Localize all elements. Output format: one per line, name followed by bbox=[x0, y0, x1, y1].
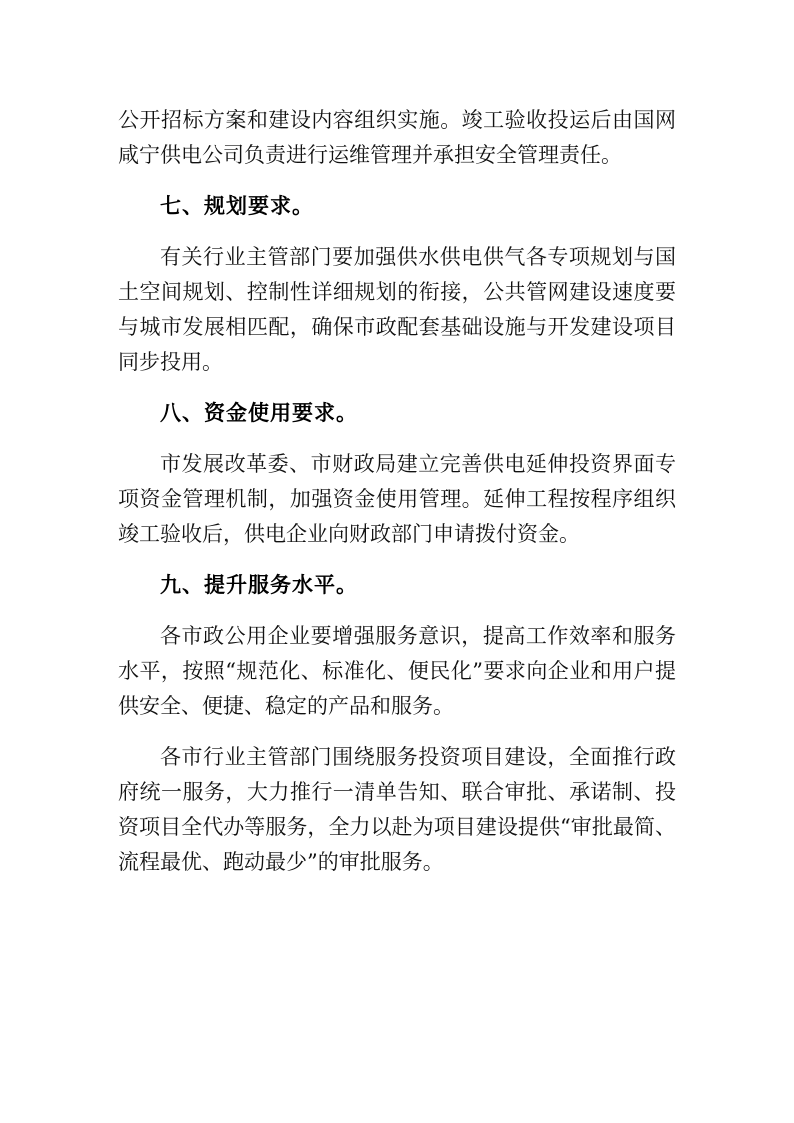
body-paragraph: 有关行业主管部门要加强供水供电供气各专项规划与国土空间规划、控制性详细规划的衔接，公共管网建设速度要与城市发展相匹配，确保市政配套基础设施与开发建设项目同步投用。 bbox=[118, 245, 676, 374]
body-paragraph: 各市政公用企业要增强服务意识，提高工作效率和服务水平，按照“规范化、标准化、便民化”要求向企业和用户提供安全、便捷、稳定的产品和服务。 bbox=[118, 624, 676, 718]
section-heading: 九、提升服务水平。 bbox=[160, 573, 358, 597]
section-heading: 七、规划要求。 bbox=[160, 194, 314, 218]
section-heading: 八、资金使用要求。 bbox=[160, 401, 358, 425]
document-body bbox=[118, 103, 676, 880]
body-paragraph: 市发展改革委、市财政局建立完善供电延伸投资界面专项资金管理机制，加强资金使用管理。延伸工程按程序组织竣工验收后，供电企业向财政部门申请拨付资金。 bbox=[118, 452, 676, 546]
body-paragraph: 各市行业主管部门围绕服务投资项目建设，全面推行政府统一服务，大力推行一清单告知、联合审批、承诺制、投资项目全代办等服务，全力以赴为项目建设提供“审批最简、流程最优、跑动最少”的审批服务。 bbox=[118, 745, 676, 874]
body-paragraph: 公开招标方案和建设内容组织实施。竣工验收投运后由国网咸宁供电公司负责进行运维管理并承担安全管理责任。 bbox=[118, 108, 676, 167]
